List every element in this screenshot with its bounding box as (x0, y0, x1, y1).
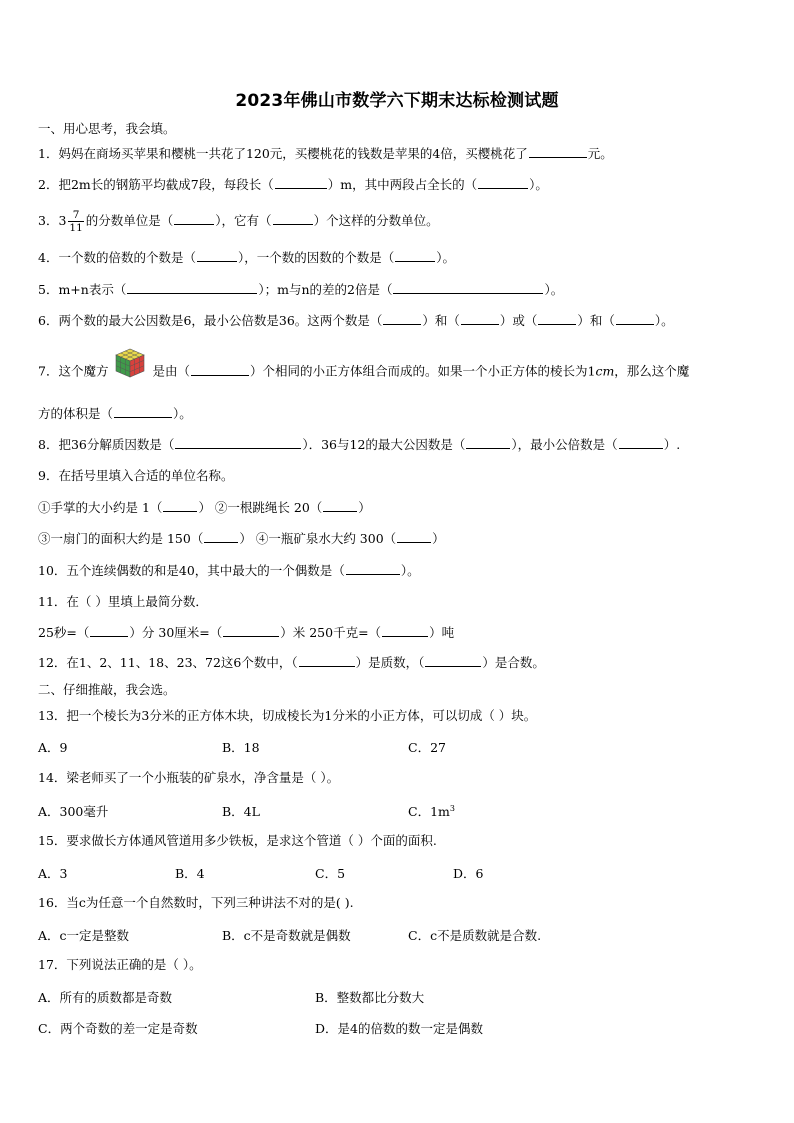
answer-blank[interactable] (197, 250, 237, 262)
answer-blank[interactable] (538, 313, 576, 325)
option-a[interactable]: A．所有的质数都是奇数 (38, 990, 173, 1005)
question-2: 2．把2m长的钢筋平均截成7段，每段长（ ）m，其中两段占全长的（ ）。 (38, 177, 548, 192)
option-b[interactable]: B．4 (175, 866, 205, 881)
answer-blank[interactable] (114, 406, 172, 418)
answer-blank[interactable] (174, 213, 214, 225)
option-b[interactable]: B．4L (222, 804, 260, 819)
question-5: 5．m+n表示（ ）；m与n的差的2倍是（ ）。 (38, 282, 564, 297)
option-c[interactable]: C．5 (315, 866, 346, 881)
answer-blank[interactable] (397, 531, 431, 543)
answer-blank[interactable] (461, 313, 499, 325)
question-7-continued: 方的体积是（ ）。 (38, 406, 192, 421)
answer-blank[interactable] (382, 625, 428, 637)
answer-blank[interactable] (175, 437, 301, 449)
unit-label: cm (595, 363, 615, 379)
page-title: 2023年佛山市数学六下期末达标检测试题 (235, 91, 559, 111)
question-14: 14．梁老师买了一个小瓶装的矿泉水，净含量是（ ）。 (38, 770, 340, 785)
answer-blank[interactable] (529, 146, 587, 158)
question-16: 16．当c为任意一个自然数时，下列三种讲法不对的是( ). (38, 895, 354, 910)
answer-blank[interactable] (191, 364, 249, 376)
question-9: 9．在括号里填入合适的单位名称。 (38, 468, 234, 483)
question-12: 12．在1、2、11、18、23、72这6个数中，（ ）是质数，（ ）是合数。 (38, 655, 545, 670)
answer-blank[interactable] (275, 177, 327, 189)
option-b[interactable]: B．整数都比分数大 (315, 990, 425, 1005)
option-d[interactable]: D．6 (453, 866, 484, 881)
answer-blank[interactable] (223, 625, 279, 637)
question-7: 7．这个魔方 是由（ ）个相同的小正方体组合而成的。如果一个小正方体的棱长为1cm，那么这个魔 (38, 360, 689, 384)
answer-blank[interactable] (299, 655, 355, 667)
mixed-number-whole: 3 (58, 213, 67, 228)
fraction: $\frac{7}{11}$ (69, 209, 83, 234)
option-c[interactable]: C．27 (408, 740, 446, 755)
answer-blank[interactable] (383, 313, 421, 325)
question-3: 3．3 $\frac{7}{11}$ 的分数单位是（ ），它有（ ）个这样的分数单位。 (38, 209, 439, 234)
question-8: 8．把36分解质因数是（ ）．36与12的最大公因数是（ ），最小公倍数是（ ）. (38, 437, 681, 452)
question-11-items: 25秒=（ ）分 30厘米=（ ）米 250千克=（ ）吨 (38, 625, 455, 640)
question-11: 11．在（ ）里填上最简分数． (38, 594, 208, 609)
question-9-row-1: ①手掌的大小约是 1（ ） ②一根跳绳长 20（ ） (38, 500, 371, 515)
answer-blank[interactable] (204, 531, 238, 543)
answer-blank[interactable] (395, 250, 435, 262)
answer-blank[interactable] (323, 500, 357, 512)
answer-blank[interactable] (616, 313, 654, 325)
answer-blank[interactable] (90, 625, 128, 637)
answer-blank[interactable] (478, 177, 528, 189)
question-1: 1．妈妈在商场买苹果和樱桃一共花了120元，买樱桃花的钱数是苹果的4倍，买樱桃花了 元。 (38, 146, 613, 161)
option-a[interactable]: A．9 (38, 740, 68, 755)
answer-blank[interactable] (425, 655, 481, 667)
question-13: 13．把一个棱长为3分米的正方体木块，切成棱长为1分米的小正方体，可以切成（ ）块。 (38, 708, 537, 723)
question-10: 10．五个连续偶数的和是40，其中最大的一个偶数是（ ）。 (38, 563, 420, 578)
section-heading-2: 二、仔细推敲，我会选。 (38, 682, 176, 697)
answer-blank[interactable] (163, 500, 197, 512)
option-a[interactable]: A．300毫升 (38, 804, 109, 819)
question-9-row-2: ③一扇门的面积大约是 150（ ） ④一瓶矿泉水大约 300（ ） (38, 531, 445, 546)
option-b[interactable]: B．18 (222, 740, 260, 755)
option-c[interactable]: C．两个奇数的差一定是奇数 (38, 1021, 198, 1036)
section-heading-1: 一、用心思考，我会填。 (38, 121, 176, 136)
question-4: 4．一个数的倍数的个数是（ ），一个数的因数的个数是（ ）。 (38, 250, 455, 265)
question-15: 15．要求做长方体通风管道用多少铁板，是求这个管道（ ）个面的面积. (38, 833, 437, 848)
option-c[interactable]: C．c不是质数就是合数. (408, 928, 542, 943)
question-17: 17．下列说法正确的是（ ）。 (38, 957, 202, 972)
question-6: 6．两个数的最大公因数是6，最小公倍数是36。这两个数是（ ）和（ ）或（ ）和（ ）。 (38, 313, 674, 328)
answer-blank[interactable] (393, 282, 543, 294)
option-b[interactable]: B．c不是奇数就是偶数 (222, 928, 351, 943)
option-c[interactable]: C．$1m^3$ (408, 803, 455, 819)
answer-blank[interactable] (346, 563, 400, 575)
rubiks-cube-icon (112, 346, 148, 384)
answer-blank[interactable] (619, 437, 663, 449)
answer-blank[interactable] (466, 437, 510, 449)
answer-blank[interactable] (127, 282, 257, 294)
option-a[interactable]: A．c一定是整数 (38, 928, 130, 943)
option-d[interactable]: D．是4的倍数的数一定是偶数 (315, 1021, 483, 1036)
option-a[interactable]: A．3 (38, 866, 68, 881)
answer-blank[interactable] (273, 213, 313, 225)
